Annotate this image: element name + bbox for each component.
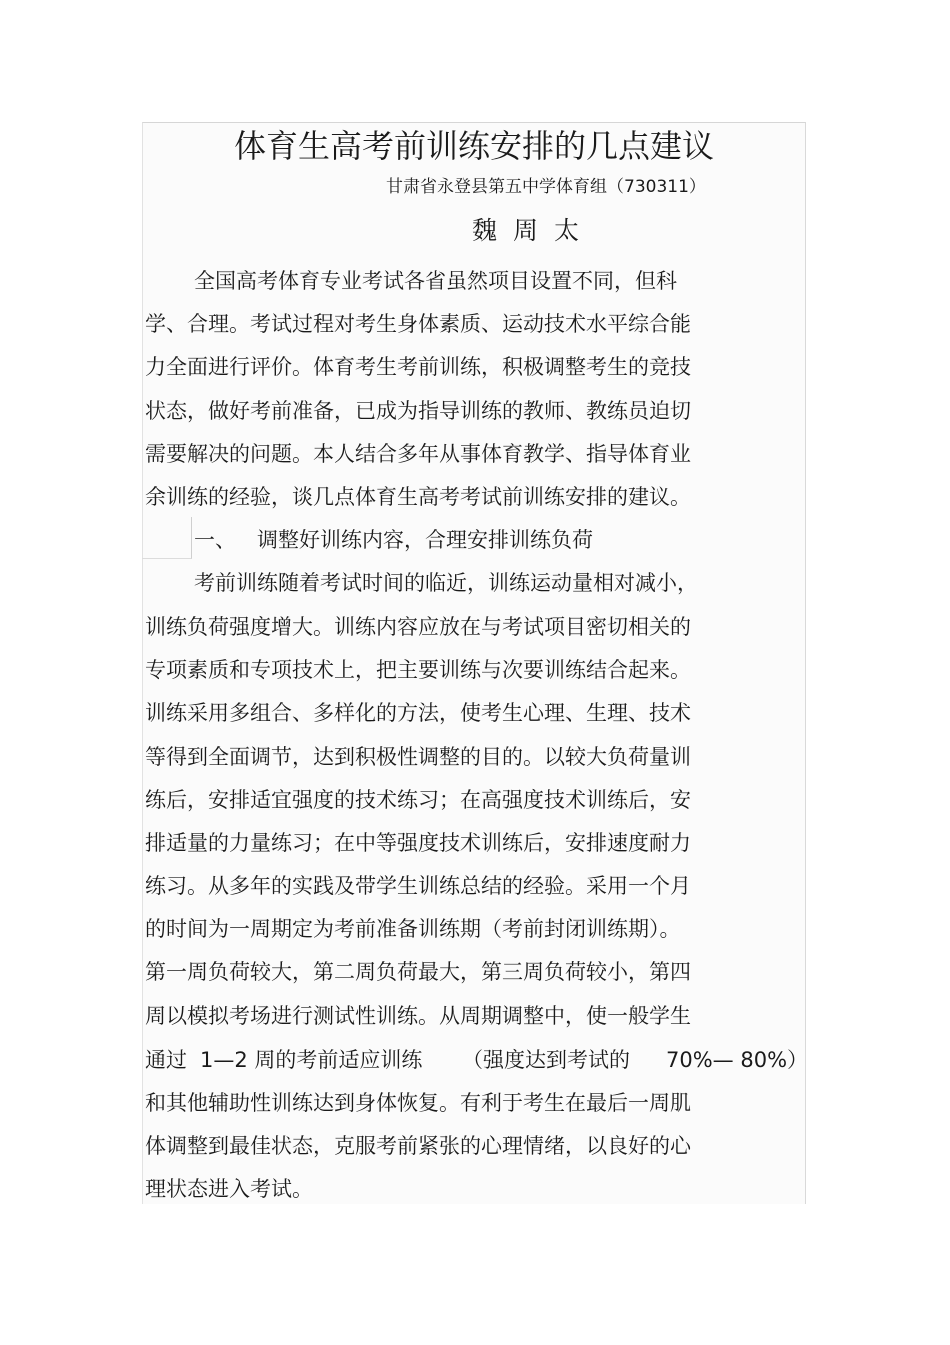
author-affiliation: 甘肃省永登县第五中学体育组（730311） xyxy=(386,177,706,197)
paragraph-line: 状态，做好考前准备，已成为指导训练的教师、教练员迫切 xyxy=(145,399,691,423)
paragraph-line: 训练采用多组合、多样化的方法，使考生心理、生理、技术 xyxy=(145,701,691,725)
document-title: 体育生高考前训练安排的几点建议 xyxy=(233,127,714,165)
paragraph-line: 需要解决的问题。本人结合多年从事体育教学、指导体育业 xyxy=(145,442,691,466)
section-marker-box xyxy=(142,517,192,559)
section-number: 一、 xyxy=(194,528,236,552)
paragraph-line: 理状态进入考试。 xyxy=(145,1177,313,1201)
paragraph-line: 的时间为一周期定为考前准备训练期（考前封闭训练期）。 xyxy=(145,917,681,941)
paragraph-line: 专项素质和专项技术上，把主要训练与次要训练结合起来。 xyxy=(145,658,691,682)
paragraph-line: 等得到全面调节，达到积极性调整的目的。以较大负荷量训 xyxy=(145,745,691,769)
paragraph-line: 全国高考体育专业考试各省虽然项目设置不同，但科 xyxy=(194,269,677,293)
paragraph-line: 学、合理。考试过程对考生身体素质、运动技术水平综合能 xyxy=(145,312,691,336)
paragraph-line: 和其他辅助性训练达到身体恢复。有利于考生在最后一周肌 xyxy=(145,1091,691,1115)
section-heading: 调整好训练内容，合理安排训练负荷 xyxy=(257,528,593,552)
paragraph-segment: （强度达到考试的 xyxy=(462,1048,630,1072)
paragraph-line: 练习。从多年的实践及带学生训练总结的经验。采用一个月 xyxy=(145,874,691,898)
author-name: 魏周太 xyxy=(472,216,596,245)
paragraph-line: 训练负荷强度增大。训练内容应放在与考试项目密切相关的 xyxy=(145,615,691,639)
paragraph-segment: 通过 xyxy=(145,1048,187,1072)
paragraph-line: 力全面进行评价。体育考生考前训练，积极调整考生的竞技 xyxy=(145,355,691,379)
paragraph-segment: 70%— 80%） xyxy=(666,1048,809,1072)
paragraph-line: 第一周负荷较大，第二周负荷最大，第三周负荷较小，第四 xyxy=(145,960,691,984)
paragraph-line: 练后，安排适宜强度的技术练习；在高强度技术训练后，安 xyxy=(145,788,691,812)
paragraph-line: 考前训练随着考试时间的临近，训练运动量相对减小， xyxy=(194,571,698,595)
paragraph-line: 体调整到最佳状态，克服考前紧张的心理情绪，以良好的心 xyxy=(145,1134,691,1158)
paragraph-segment: 1—2 周的考前适应训练 xyxy=(200,1048,423,1072)
paragraph-line: 排适量的力量练习；在中等强度技术训练后，安排速度耐力 xyxy=(145,831,691,855)
paragraph-line: 余训练的经验，谈几点体育生高考考试前训练安排的建议。 xyxy=(145,485,691,509)
paragraph-line: 周以模拟考场进行测试性训练。从周期调整中，使一般学生 xyxy=(145,1004,691,1028)
